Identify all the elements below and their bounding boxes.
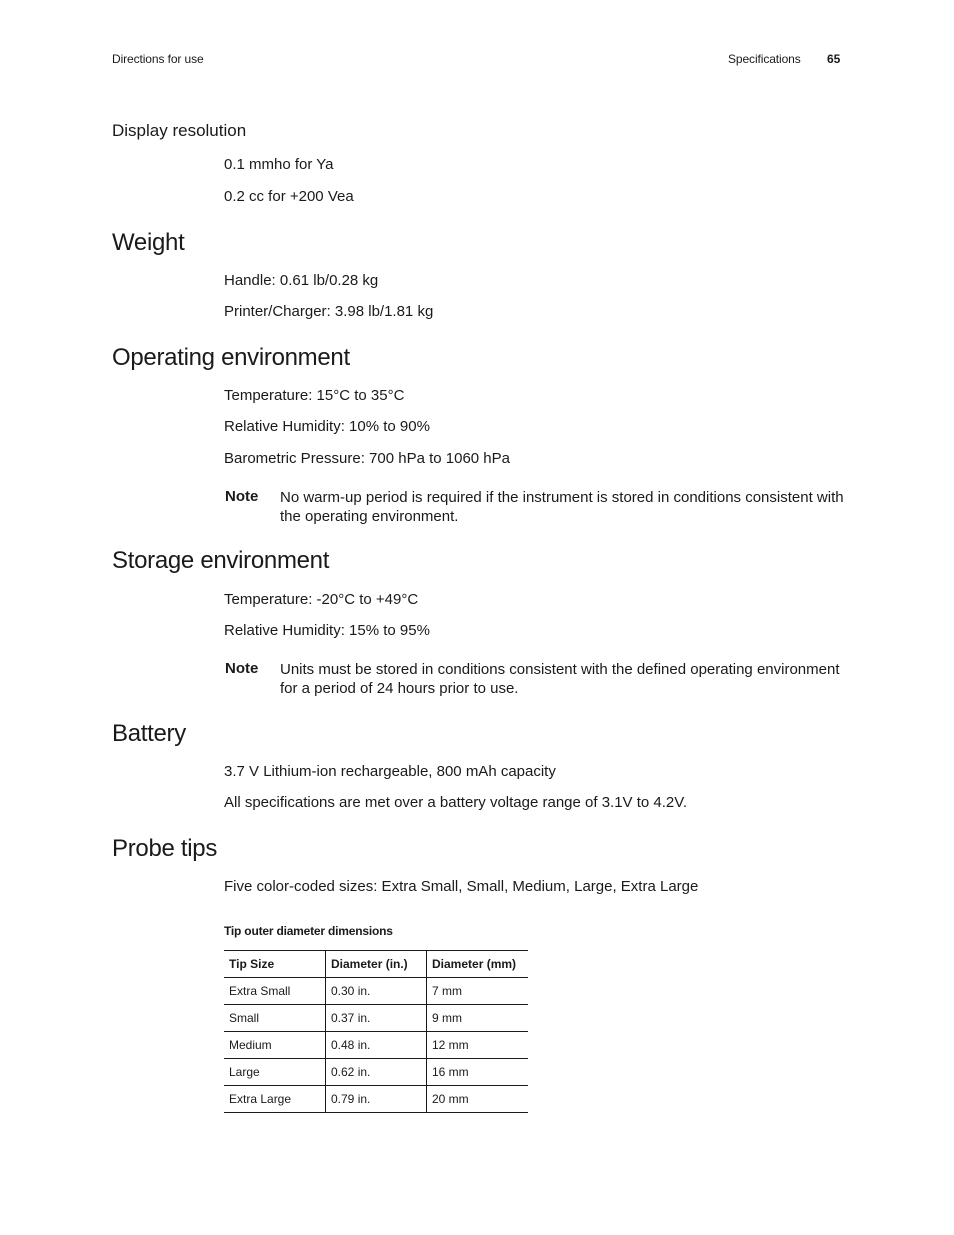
storage-environment-heading: Storage environment [112,547,330,574]
table-cell: 0.79 in. [326,1086,427,1113]
operating-environment-heading: Operating environment [112,344,350,371]
battery-voltage-range: All specifications are met over a battery voltage range of 3.1V to 4.2V. [224,794,688,811]
table-cell: 20 mm [427,1086,529,1113]
storage-note-label: Note [225,660,259,677]
storage-humidity: Relative Humidity: 15% to 95% [224,622,430,639]
table-row [224,1059,528,1086]
column-header: Diameter (in.) [326,951,427,978]
table-cell: Small [224,1005,326,1032]
table-cell: 16 mm [427,1059,529,1086]
table-cell: 0.48 in. [326,1032,427,1059]
table-cell: Extra Small [224,978,326,1005]
weight-handle: Handle: 0.61 lb/0.28 kg [224,272,379,289]
battery-spec: 3.7 V Lithium-ion rechargeable, 800 mAh capacity [224,763,556,780]
running-header-section: Specifications [728,52,801,66]
column-header: Tip Size [224,951,326,978]
probe-tips-sizes: Five color-coded sizes: Extra Small, Small, Medium, Large, Extra Large [224,878,699,895]
table-caption: Tip outer diameter dimensions [224,924,393,938]
table-row [224,1005,528,1032]
page-number: 65 [827,52,841,66]
table-row [224,978,528,1005]
table-header-row [224,951,528,978]
running-header-title: Directions for use [112,52,204,66]
operating-pressure: Barometric Pressure: 700 hPa to 1060 hPa [224,450,510,467]
operating-note-label: Note [225,488,259,505]
table-cell: 0.30 in. [326,978,427,1005]
display-resolution-ya: 0.1 mmho for Ya [224,156,334,173]
operating-temperature: Temperature: 15°C to 35°C [224,387,405,404]
table-cell: Extra Large [224,1086,326,1113]
column-header: Diameter (mm) [427,951,529,978]
display-resolution-vea: 0.2 cc for +200 Vea [224,188,354,205]
weight-heading: Weight [112,229,185,256]
tip-dimensions-table [224,950,528,1113]
display-resolution-heading: Display resolution [112,121,247,140]
storage-temperature: Temperature: -20°C to +49°C [224,591,419,608]
weight-printer-charger: Printer/Charger: 3.98 lb/1.81 kg [224,303,434,320]
operating-note-text: No warm-up period is required if the instrument is stored in conditions consistent with the operating environment. [280,489,844,525]
table-cell: 0.62 in. [326,1059,427,1086]
table-row [224,1086,528,1113]
table-cell: Medium [224,1032,326,1059]
table-row [224,1032,528,1059]
table-cell: 9 mm [427,1005,529,1032]
operating-humidity: Relative Humidity: 10% to 90% [224,418,430,435]
storage-note-text: Units must be stored in conditions consistent with the defined operating environment for a period of 24 hours prior to use. [280,661,840,697]
table-cell: 12 mm [427,1032,529,1059]
probe-tips-heading: Probe tips [112,835,218,862]
table-cell: Large [224,1059,326,1086]
table-cell: 0.37 in. [326,1005,427,1032]
battery-heading: Battery [112,720,186,747]
table-cell: 7 mm [427,978,529,1005]
